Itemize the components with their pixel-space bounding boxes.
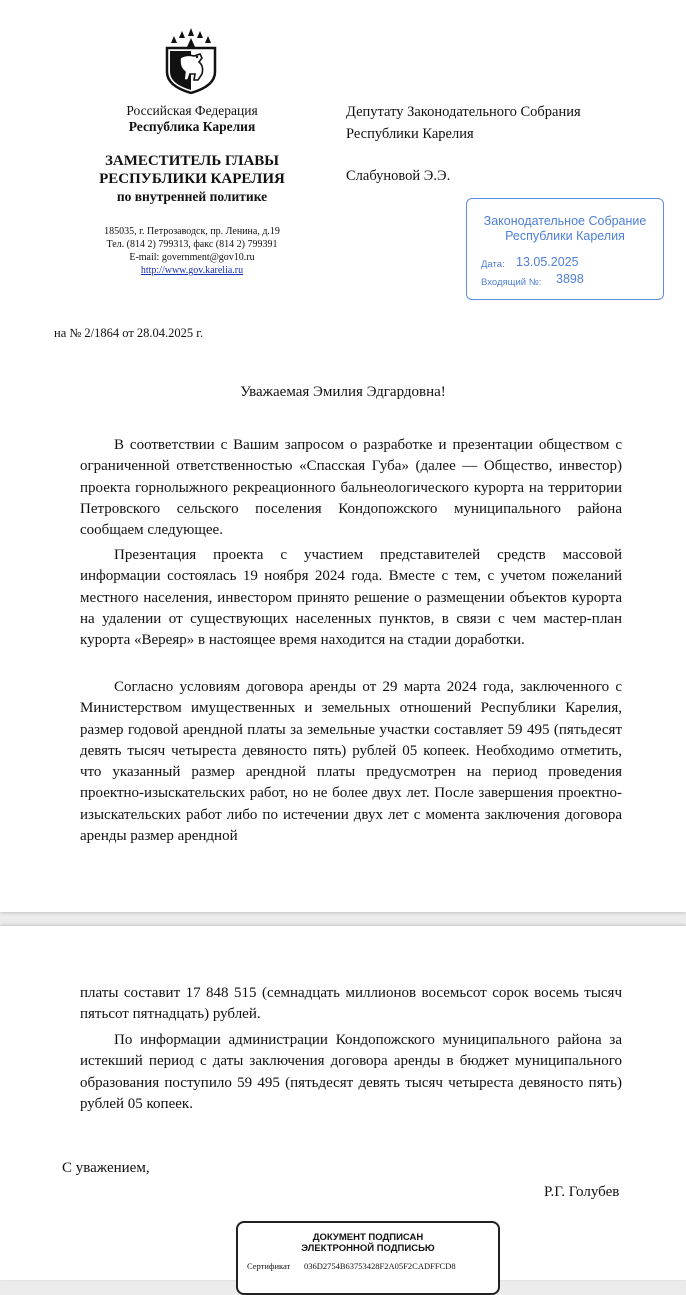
paragraph-3-continued: платы составит 17 848 515 (семнадцать миллионов восемьсот сорок восемь тысяч пятьсот пятнадцать) рублей. <box>80 985 622 1023</box>
recipient-line-1: Депутату Законодательного Собрания <box>346 104 581 120</box>
sender-phones: Тел. (814 2) 799313, факс (814 2) 799391 <box>106 239 278 250</box>
signatory-name: Р.Г. Голубев <box>544 1184 620 1200</box>
karelia-coat-of-arms-icon <box>164 28 218 94</box>
sender-website-link[interactable]: http://www.gov.karelia.ru <box>140 265 244 276</box>
sender-country: Российская Федерация <box>126 103 258 118</box>
signature-title-1: ДОКУМЕНТ ПОДПИСАН <box>312 1232 424 1243</box>
sender-title-3: по внутренней политике <box>116 189 268 204</box>
stamp-incoming-number: 3898 <box>556 272 584 286</box>
stamp-org-line-1: Законодательное Собрание <box>483 214 647 228</box>
paragraph-2: Презентация проекта с участием представителей средств массовой информации состоялась 19 ноября 2024 года. Вместе с тем, с учетом пожеланий местного населения, инвестором принято решение о размещении объектов курорта на удалении от существующих населенных пунктов, в связи с чем мастер-план курорта «Вереяр» в настоящее время находится на стадии доработки. <box>80 547 622 649</box>
stamp-incoming-label: Входящий №: <box>481 277 542 288</box>
signature-cert-label: Сертификат <box>247 1261 291 1271</box>
salutation: Уважаемая Эмилия Эдгардовна! <box>240 384 446 400</box>
sender-title-1: ЗАМЕСТИТЕЛЬ ГЛАВЫ <box>104 153 280 169</box>
sender-address: 185035, г. Петрозаводск, пр. Ленина, д.19 <box>104 226 280 237</box>
paragraph-4: По информации администрации Кондопожского муниципального района за истекший период с даты заключения договора аренды в бюджет муниципального образования поступило 59 495 (пятьдесят девять тысяч четыреста девяносто пять) рублей 05 копеек. <box>80 1032 622 1112</box>
electronic-signature-box <box>236 1221 500 1295</box>
sender-title-2: РЕСПУБЛИКИ КАРЕЛИЯ <box>99 171 285 187</box>
sender-region: Республика Карелия <box>128 119 256 134</box>
paragraph-3: Согласно условиям договора аренды от 29 марта 2024 года, заключенного с Министерством имущественных и земельных отношений Республики Карелия, размер годовой арендной платы за земельные участки составляет 59 495 (пятьдесят девять тысяч четыреста девяносто пять) рублей 05 копеек. Необходимо отметить, что указанный размер арендной платы предусмотрен на период проведения проектно-изыскательских работ, но не более двух лет. После завершения проектно-изыскательских работ либо по истечении двух лет с момента заключения договора аренды размер арендной <box>80 679 622 845</box>
sender-email: E-mail: government@gov10.ru <box>129 252 255 263</box>
sender-website-row <box>60 265 324 277</box>
stamp-org-line-2: Республики Карелия <box>505 229 625 243</box>
reference-number: на № 2/1864 от 28.04.2025 г. <box>54 326 204 340</box>
paragraph-1: В соответствии с Вашим запросом о разработке и презентации обществом с ограниченной ответственностью «Спасская Губа» (далее — Общество, инвестор) проекта горнолыжного рекреационного бальнеологического курорта на территории Петровского сельского поселения Кондопожского муниципального района сообщаем следующее. <box>80 437 622 539</box>
recipient-line-2: Республики Карелия <box>346 126 474 142</box>
incoming-registration-stamp <box>466 198 664 300</box>
signature-cert-value: 036D2754B63753428F2A05F2CADFFCD8 <box>304 1261 456 1271</box>
stamp-date: 13.05.2025 <box>516 255 579 269</box>
stamp-date-label: Дата: <box>481 259 505 270</box>
signature-title-2: ЭЛЕКТРОННОЙ ПОДПИСЬЮ <box>301 1243 435 1254</box>
recipient-name: Слабуновой Э.Э. <box>346 168 451 184</box>
closing: С уважением, <box>62 1160 150 1176</box>
